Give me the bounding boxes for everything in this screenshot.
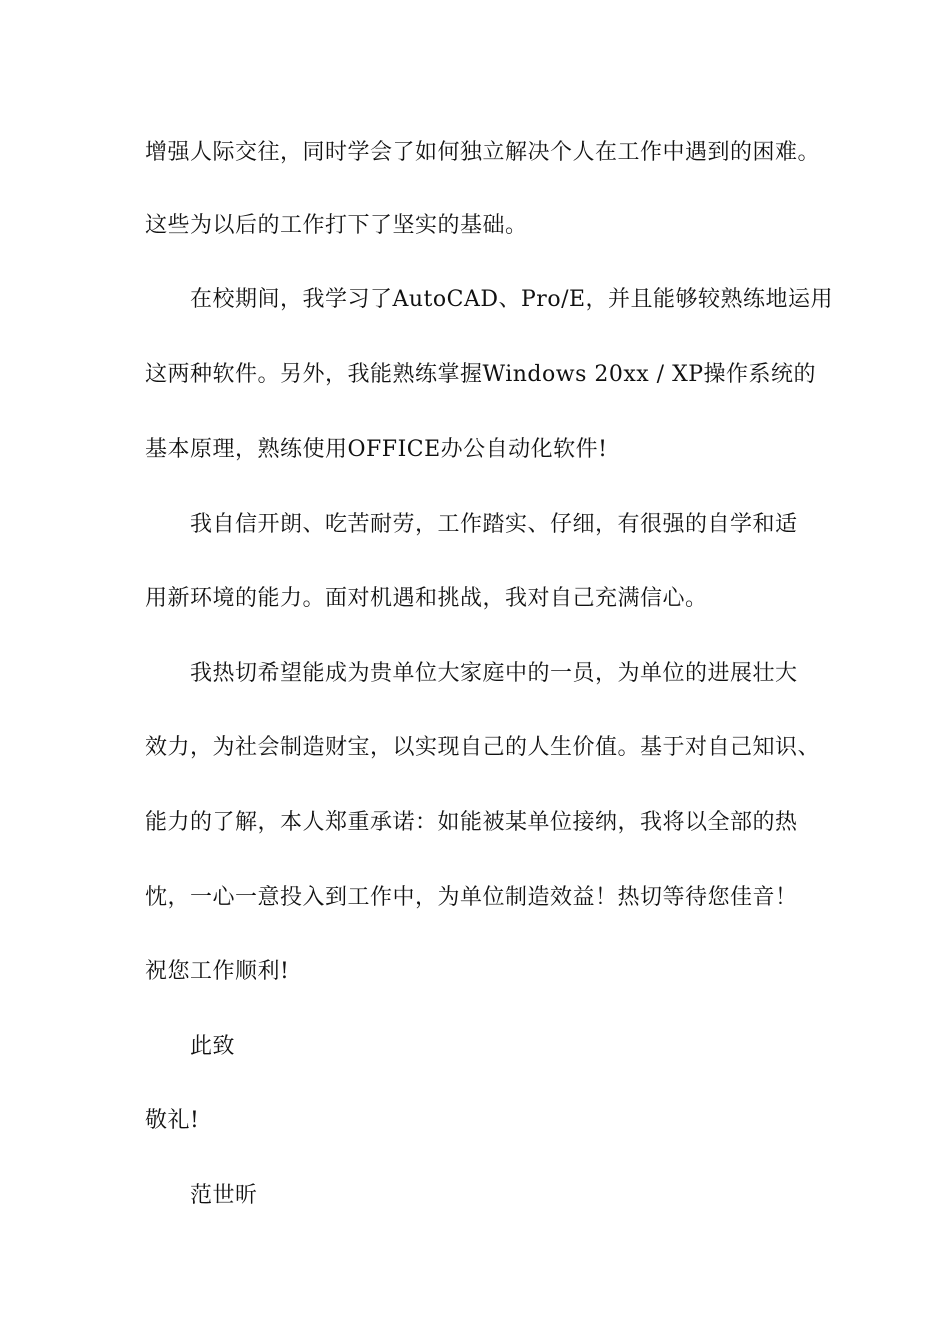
signature-name: 范世昕 [190, 1183, 258, 1208]
paragraph-line: 我自信开朗、吃苦耐劳，工作踏实、仔细，有很强的自学和适 [190, 512, 798, 537]
paragraph-line: 能力的了解，本人郑重承诺：如能被某单位接纳，我将以全部的热 [145, 810, 798, 835]
paragraph-line: 这些为以后的工作打下了坚实的基础。 [145, 213, 528, 238]
paragraph-line: 这两种软件。另外，我能熟练掌握Windows 20xx / XP操作系统的 [145, 362, 817, 387]
paragraph-line: 忱，一心一意投入到工作中，为单位制造效益！热切等待您佳音！ [145, 885, 798, 910]
paragraph-line: 效力，为社会制造财宝，以实现自己的人生价值。基于对自己知识、 [145, 735, 821, 760]
paragraph-line: 在校期间，我学习了AutoCAD、Pro/E，并且能够较熟练地运用 [190, 287, 834, 312]
paragraph-line: 用新环境的能力。面对机遇和挑战，我对自己充满信心。 [145, 586, 708, 611]
paragraph-line: 我热切希望能成为贵单位大家庭中的一员，为单位的进展壮大 [190, 661, 798, 686]
paragraph-line: 增强人际交往，同时学会了如何独立解决个人在工作中遇到的困难。 [145, 140, 821, 165]
salutation-line: 此致 [190, 1034, 236, 1059]
salutation-line: 敬礼! [145, 1108, 200, 1133]
paragraph-line: 基本原理，熟练使用OFFICE办公自动化软件! [145, 437, 608, 462]
closing-wish: 祝您工作顺利! [145, 959, 290, 984]
